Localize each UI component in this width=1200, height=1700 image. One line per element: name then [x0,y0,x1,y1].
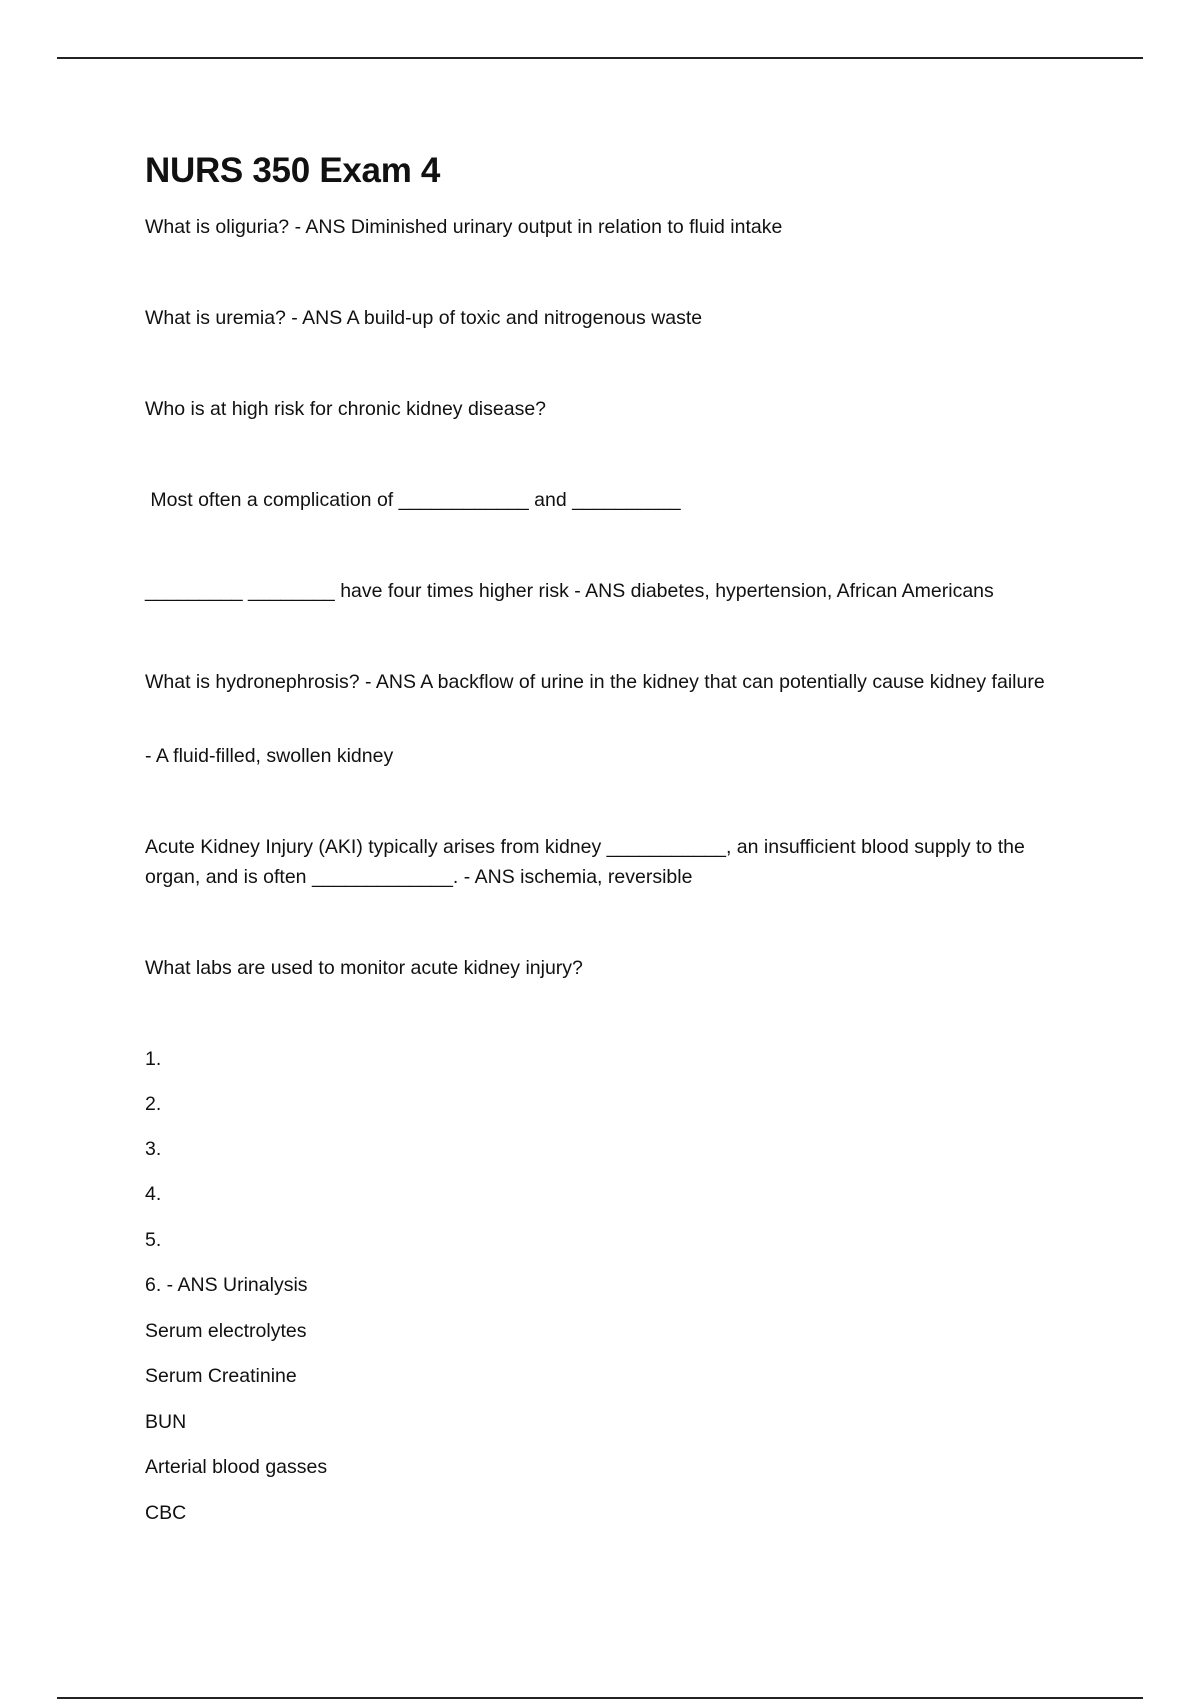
qa-aki-labs-question: What labs are used to monitor acute kidney injury? [145,957,583,979]
qa-aki: Acute Kidney Injury (AKI) typically arises from kidney ___________, an insufficient blood supply to the organ, and is often _____________. - ANS ischemia, reversible [145,836,1025,888]
lab-item: CBC [145,1502,187,1524]
list-item-answer: 6. - ANS Urinalysis [145,1274,308,1296]
qa-ckd-answer: _________ ________ have four times higher risk - ANS diabetes, hypertension, African Americans [145,580,994,602]
lab-item: Serum Creatinine [145,1365,297,1387]
footer-rule [57,1697,1143,1699]
list-item: 3. [145,1138,162,1160]
qa-ckd-risk-question: Who is at high risk for chronic kidney disease? [145,398,547,420]
qa-oliguria: What is oliguria? - ANS Diminished urinary output in relation to fluid intake [145,216,783,238]
qa-ckd-complication: Most often a complication of ____________ and __________ [145,489,681,511]
document-title: NURS 350 Exam 4 [145,151,441,190]
qa-hydronephrosis: What is hydronephrosis? - ANS A backflow of urine in the kidney that can potentially cause kidney failure [145,671,1045,693]
lab-item: Arterial blood gasses [145,1456,328,1478]
qa-uremia: What is uremia? - ANS A build-up of toxic and nitrogenous waste [145,307,703,329]
lab-item: Serum electrolytes [145,1320,307,1342]
qa-hydronephrosis-note: - A fluid-filled, swollen kidney [145,745,394,767]
list-item: 4. [145,1183,162,1205]
list-item: 2. [145,1093,162,1115]
lab-item: BUN [145,1411,187,1433]
header-rule [57,57,1143,59]
list-item: 5. [145,1229,162,1251]
list-item: 1. [145,1048,162,1070]
